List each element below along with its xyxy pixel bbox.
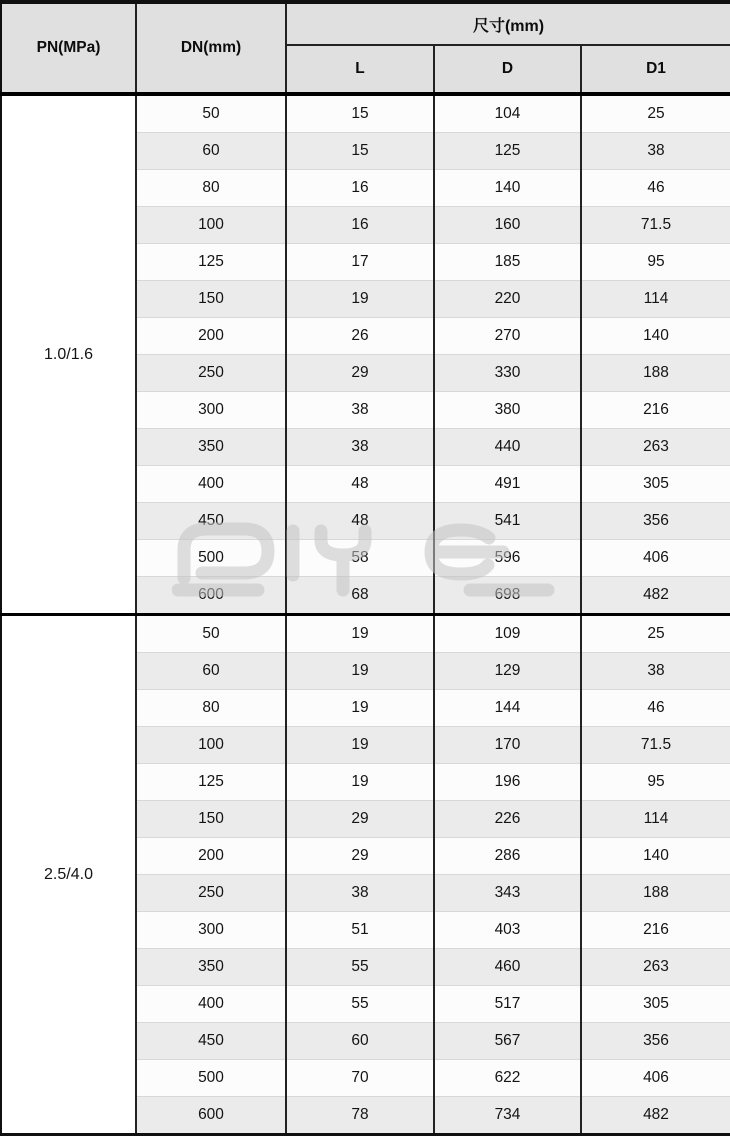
d1-cell: 305 — [581, 986, 730, 1023]
d-cell: 196 — [434, 764, 581, 801]
dn-cell: 450 — [136, 1023, 286, 1060]
l-cell: 38 — [286, 429, 434, 466]
d-cell: 286 — [434, 838, 581, 875]
d-cell: 491 — [434, 466, 581, 503]
d1-cell: 356 — [581, 503, 730, 540]
dn-cell: 50 — [136, 615, 286, 653]
dn-cell: 400 — [136, 466, 286, 503]
d1-cell: 140 — [581, 838, 730, 875]
l-cell: 60 — [286, 1023, 434, 1060]
d-cell: 698 — [434, 577, 581, 615]
d-cell: 270 — [434, 318, 581, 355]
d1-cell: 95 — [581, 764, 730, 801]
dn-cell: 250 — [136, 355, 286, 392]
d-cell: 170 — [434, 727, 581, 764]
d1-cell: 25 — [581, 94, 730, 133]
d-cell: 330 — [434, 355, 581, 392]
d1-cell: 406 — [581, 1060, 730, 1097]
l-cell: 78 — [286, 1097, 434, 1135]
header-col-l: L — [286, 45, 434, 94]
d-cell: 343 — [434, 875, 581, 912]
header-col-d: D — [434, 45, 581, 94]
l-cell: 29 — [286, 801, 434, 838]
d1-cell: 188 — [581, 875, 730, 912]
d-cell: 109 — [434, 615, 581, 653]
l-cell: 19 — [286, 764, 434, 801]
d1-cell: 216 — [581, 392, 730, 429]
d-cell: 125 — [434, 133, 581, 170]
dn-cell: 400 — [136, 986, 286, 1023]
d-cell: 104 — [434, 94, 581, 133]
pn-group-cell: 1.0/1.6 — [1, 94, 136, 615]
l-cell: 38 — [286, 875, 434, 912]
d1-cell: 71.5 — [581, 207, 730, 244]
dn-cell: 125 — [136, 764, 286, 801]
d1-cell: 140 — [581, 318, 730, 355]
l-cell: 51 — [286, 912, 434, 949]
dn-cell: 150 — [136, 801, 286, 838]
l-cell: 16 — [286, 207, 434, 244]
l-cell: 19 — [286, 653, 434, 690]
l-cell: 26 — [286, 318, 434, 355]
d1-cell: 46 — [581, 690, 730, 727]
d-cell: 517 — [434, 986, 581, 1023]
dn-cell: 100 — [136, 727, 286, 764]
d1-cell: 95 — [581, 244, 730, 281]
dn-cell: 50 — [136, 94, 286, 133]
d1-cell: 71.5 — [581, 727, 730, 764]
d1-cell: 38 — [581, 653, 730, 690]
l-cell: 48 — [286, 503, 434, 540]
pn-group-cell: 2.5/4.0 — [1, 615, 136, 1135]
dn-cell: 150 — [136, 281, 286, 318]
d-cell: 460 — [434, 949, 581, 986]
d-cell: 440 — [434, 429, 581, 466]
l-cell: 29 — [286, 355, 434, 392]
l-cell: 19 — [286, 690, 434, 727]
d1-cell: 356 — [581, 1023, 730, 1060]
section-pn-1.0-1.6 — [1, 94, 730, 615]
dn-cell: 600 — [136, 1097, 286, 1135]
dn-cell: 200 — [136, 318, 286, 355]
header-pn: PN(MPa) — [1, 2, 136, 94]
dn-cell: 80 — [136, 170, 286, 207]
d-cell: 596 — [434, 540, 581, 577]
header-dn: DN(mm) — [136, 2, 286, 94]
table-row — [1, 615, 730, 653]
d-cell: 567 — [434, 1023, 581, 1060]
d-cell: 734 — [434, 1097, 581, 1135]
d1-cell: 188 — [581, 355, 730, 392]
l-cell: 19 — [286, 281, 434, 318]
dn-cell: 350 — [136, 429, 286, 466]
d-cell: 220 — [434, 281, 581, 318]
header-size-group: 尺寸(mm) — [286, 2, 730, 45]
d1-cell: 263 — [581, 949, 730, 986]
dn-cell: 350 — [136, 949, 286, 986]
dn-cell: 125 — [136, 244, 286, 281]
header-col-d1: D1 — [581, 45, 730, 94]
d-cell: 140 — [434, 170, 581, 207]
dn-cell: 450 — [136, 503, 286, 540]
dn-cell: 600 — [136, 577, 286, 615]
l-cell: 55 — [286, 986, 434, 1023]
d-cell: 403 — [434, 912, 581, 949]
l-cell: 17 — [286, 244, 434, 281]
dn-cell: 500 — [136, 540, 286, 577]
l-cell: 58 — [286, 540, 434, 577]
d1-cell: 114 — [581, 801, 730, 838]
dn-cell: 250 — [136, 875, 286, 912]
table-header — [1, 2, 730, 94]
dn-cell: 500 — [136, 1060, 286, 1097]
dn-cell: 80 — [136, 690, 286, 727]
d-cell: 129 — [434, 653, 581, 690]
l-cell: 16 — [286, 170, 434, 207]
d-cell: 144 — [434, 690, 581, 727]
d1-cell: 46 — [581, 170, 730, 207]
d-cell: 160 — [434, 207, 581, 244]
d-cell: 380 — [434, 392, 581, 429]
d1-cell: 25 — [581, 615, 730, 653]
d1-cell: 482 — [581, 577, 730, 615]
l-cell: 19 — [286, 727, 434, 764]
l-cell: 55 — [286, 949, 434, 986]
d1-cell: 406 — [581, 540, 730, 577]
dn-cell: 300 — [136, 912, 286, 949]
dn-cell: 200 — [136, 838, 286, 875]
l-cell: 70 — [286, 1060, 434, 1097]
d1-cell: 38 — [581, 133, 730, 170]
dn-cell: 100 — [136, 207, 286, 244]
l-cell: 29 — [286, 838, 434, 875]
d1-cell: 305 — [581, 466, 730, 503]
dn-cell: 60 — [136, 133, 286, 170]
d1-cell: 263 — [581, 429, 730, 466]
d1-cell: 482 — [581, 1097, 730, 1135]
l-cell: 68 — [286, 577, 434, 615]
l-cell: 19 — [286, 615, 434, 653]
section-pn-2.5-4.0 — [1, 615, 730, 1135]
l-cell: 48 — [286, 466, 434, 503]
l-cell: 15 — [286, 133, 434, 170]
d-cell: 185 — [434, 244, 581, 281]
d1-cell: 216 — [581, 912, 730, 949]
l-cell: 15 — [286, 94, 434, 133]
table-row — [1, 94, 730, 133]
d-cell: 541 — [434, 503, 581, 540]
d1-cell: 114 — [581, 281, 730, 318]
dn-cell: 60 — [136, 653, 286, 690]
l-cell: 38 — [286, 392, 434, 429]
d-cell: 226 — [434, 801, 581, 838]
d-cell: 622 — [434, 1060, 581, 1097]
dn-cell: 300 — [136, 392, 286, 429]
header-row-top — [1, 2, 730, 45]
